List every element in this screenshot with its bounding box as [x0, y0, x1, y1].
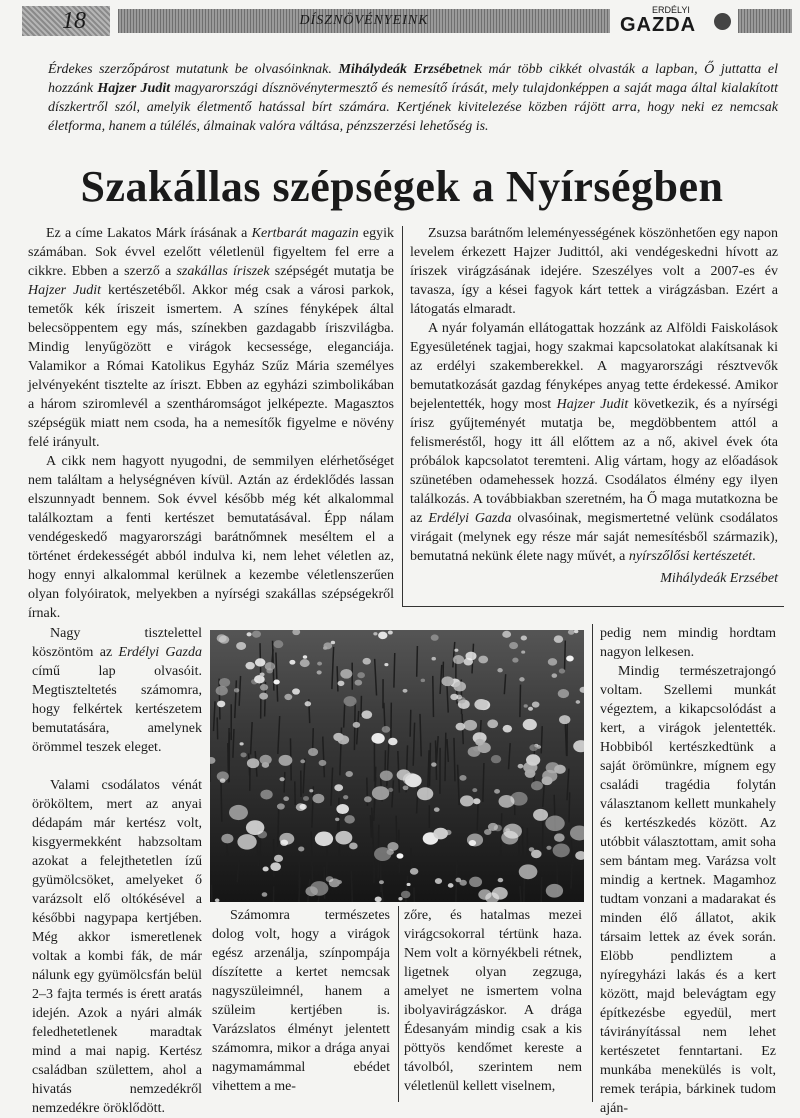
iris-bloom: [266, 668, 273, 673]
iris-bloom: [473, 798, 480, 804]
iris-bloom: [305, 886, 317, 896]
iris-bloom: [305, 701, 312, 706]
iris-bloom: [434, 807, 440, 812]
iris-bloom: [378, 632, 387, 639]
iris-bloom: [407, 883, 411, 886]
bottom-left-paragraph-2: Valami csodálatos vénát örököltem, mert az anyai dédapám már kertész volt, kisgyermekként habzsoltam azokat a felejthetetlen ízű gyümölcsöket, amelyeket ő varázsolt elő oltókésével a későbbi nagypapa kertjében. Még akkor ismeretlenek voltak a kombi fák, de már nálunk egy gyümölcsfán belül 2–3 fajta termés is érett aratás idején. Azok a nyári almák feledhetetlenek maradtak mind a mai napig. Kertész családban születtem, ahol a hivatás nemzedékről nemzedékre öröklődött.: [32, 776, 202, 1118]
iris-bloom: [460, 795, 474, 806]
iris-bloom: [219, 678, 230, 687]
iris-bloom: [340, 669, 352, 679]
iris-bloom: [280, 777, 285, 781]
iris-bloom: [247, 632, 252, 636]
iris-bloom: [503, 725, 512, 733]
iris-bloom: [509, 642, 518, 649]
iris-bloom: [546, 884, 563, 898]
iris-bloom: [335, 831, 352, 845]
iris-bloom: [559, 715, 570, 724]
iris-bloom: [526, 754, 540, 765]
iris-bloom: [453, 655, 464, 664]
iris-bloom: [465, 652, 476, 661]
iris-stem: [228, 728, 229, 777]
iris-bloom: [336, 804, 349, 814]
page-header: [22, 6, 792, 36]
iris-bloom: [357, 672, 365, 678]
iris-bloom: [529, 744, 538, 751]
iris-bloom: [280, 840, 288, 846]
bottom-right-paragraph-1: Mindig természetrajongó voltam. Szellemi munkát végeztem, a kikapcsolódást a kert, a virágok jelentették. Hobbiból kertészkedtünk a saját örömünkre, mígnem egy családi tragédia folytán választanom kellett munkahely és kertészkedés között. Az utóbbit választottam, amit soha sem bántam meg. Varázsa volt mindig a kertnek. Magamhoz tudtam vonzani a madarakat és minden élő állatot, akik társaim lettek az évek során. Elöbb pendliztem a nyíregyházi lakás és a kert között, majd belevágtam egy építkezésbe egyedül, mert távirányítással nem lehet kertészetet fenntartani. Ez munkába menekülés is volt, remek terápia, bárkinek tudom aján-: [600, 662, 776, 1118]
iris-bloom: [252, 631, 261, 638]
iris-bloom: [525, 769, 536, 778]
iris-bloom: [523, 719, 537, 730]
iris-bloom: [371, 733, 384, 744]
left-paragraph-2: A cikk nem hagyott nyugodni, de semmilyen elérhetőséget nem találtam a helységnéven kívül. Aztán az érdeklődés lassan elszunnyadt bennem. Sok évvel később még két alkalommal találkoztam a fenti kertészet bemutatásával. Épp nálam vendégeskedő magyarországi barátnőmnek meséltem el a történet érdekességét abból indulva ki, nem lehet véletlen az, hogy ennyi alkalommal kerülnek a kezembe véletlenszerűen olyan folyóiratok, melyekben a nyírségi szakállas szépségekről írnak.: [28, 452, 394, 623]
iris-bloom: [303, 655, 307, 659]
iris-bloom: [372, 786, 389, 800]
left-paragraph-1: [28, 224, 394, 452]
iris-bloom: [475, 739, 483, 746]
iris-bloom: [349, 843, 358, 850]
page-number: 18: [22, 6, 110, 36]
iris-bloom: [469, 877, 482, 887]
iris-stem: [284, 772, 285, 793]
iris-bloom: [217, 701, 225, 708]
iris-bloom: [331, 641, 335, 645]
iris-stem: [520, 886, 521, 902]
iris-bloom: [245, 662, 254, 670]
iris-stem: [565, 640, 566, 669]
iris-stem: [414, 887, 415, 902]
iris-bloom: [448, 883, 454, 888]
iris-bloom: [273, 679, 279, 684]
iris-bloom: [247, 758, 259, 768]
iris-bloom: [421, 679, 425, 683]
iris-bloom: [289, 660, 295, 665]
right-paragraph-1: Zsuzsa barátnőm leleményességének köszönhetően egy napon levelem érkezett Hajzer Judittól, aki vendégeskedni hívott az íriszek virágzásának idejére. Szeszélyes volt a 2007-es év tavasza, így a kései fagyok kárt tettek a virágzásban. Ezért a látogatás elmaradt.: [410, 224, 778, 319]
iris-bloom: [355, 680, 363, 686]
intro-paragraph: [48, 60, 778, 136]
iris-bloom: [512, 658, 518, 663]
iris-bloom: [380, 770, 393, 780]
bottom-mid-right-paragraph: zőre, és hatalmas mezei virágcsokorral tértünk haza. Nem volt a környékbeli rétnek, ligetnek olyan zegzuga, amelyet ne ismertem volna ibolyavirágzáskor. A drága Édesanyám mindig csak a kis pöttyös kendőmet kereste a távolból, szerintem nem véletlenül kellett viselnem,: [404, 906, 582, 1096]
magazine-name: Erdélyi Gazda: [118, 645, 202, 660]
iris-bloom: [502, 631, 511, 638]
iris-bloom: [459, 880, 466, 886]
iris-bloom: [284, 694, 292, 700]
iris-bloom: [491, 755, 501, 763]
iris-bloom: [552, 673, 558, 677]
iris-stem: [370, 815, 371, 838]
iris-bloom: [554, 833, 565, 841]
iris-bloom: [292, 688, 300, 694]
iris-bloom: [545, 816, 564, 832]
iris-bloom: [433, 828, 448, 840]
iris-bloom: [382, 726, 391, 733]
iris-bloom: [229, 805, 248, 820]
iris-bloom: [361, 710, 372, 719]
person-name: Hajzer Judit: [28, 283, 101, 298]
text-run: A nyár folyamán ellátogattak hozzánk az Alföldi Faiskolások Egyesületének tagjai, hogy szakmai kapcsolatokat alakítsanak ki az erdélyi szakemberekkel. A magyarországi résztvevők bemutatkozását gazdag fényképes anyag tette érdekessé. Amikor bejelentették, hogy most: [410, 321, 778, 412]
iris-term: szakállas íriszek: [176, 264, 269, 279]
iris-bloom: [216, 686, 228, 696]
iris-bloom: [373, 632, 377, 635]
iris-bloom: [487, 719, 498, 728]
iris-bloom: [546, 762, 560, 773]
iris-bloom: [273, 640, 283, 648]
text-run: kertészetéből. Akkor még csak a városi parkok, temetők kék íriszeit ismertem. A színes fényképek által belecsöppentem egy más, színekben gazdagabb íriszvilágba. Mindig lenyűgözött e virágok kecsessége, eleganciája. Valamikor a Római Katolikus Egyház Szűz Mária személyes jelvényeként tisztelte az íriszt. Ebben az egyházi szimbolikában a három sziromlevél a szentháromságot jelképezte. Magasztos szépségük miatt nem csoda, ha a nemesítők figyelme e növény felé irányult.: [28, 283, 394, 450]
right-paragraph-2: [410, 319, 778, 566]
iris-stem: [522, 827, 523, 865]
iris-bloom: [548, 658, 557, 666]
iris-bloom: [521, 635, 527, 640]
iris-bloom: [431, 762, 436, 766]
iris-bloom: [260, 672, 265, 676]
article-right-column: [410, 224, 778, 588]
signature: Mihálydeák Erzsébet: [410, 569, 778, 588]
iris-bloom: [464, 720, 477, 731]
iris-stem: [344, 703, 345, 728]
iris-stem: [569, 792, 570, 822]
text-run: Ez a címe Lakatos Márk írásának a: [46, 226, 252, 241]
iris-bloom: [298, 847, 304, 852]
iris-bloom: [397, 769, 411, 780]
iris-bloom: [410, 868, 418, 875]
iris-bloom: [335, 818, 339, 821]
logo-title: GAZDA: [620, 14, 696, 37]
iris-bloom: [317, 670, 322, 674]
iris-bloom: [431, 634, 439, 640]
iris-bloom: [333, 733, 343, 741]
iris-bloom: [474, 699, 488, 710]
iris-bloom: [417, 787, 433, 800]
iris-bloom: [277, 803, 285, 809]
iris-field-image: [210, 630, 584, 902]
iris-stem: [299, 877, 300, 902]
iris-bloom: [374, 847, 391, 861]
iris-bloom: [401, 891, 410, 899]
column-divider: [592, 624, 593, 1102]
iris-bloom: [431, 657, 435, 661]
intro-author: Mihálydeák Erzsébet: [338, 62, 462, 77]
iris-bloom: [234, 688, 239, 692]
column-divider: [398, 906, 399, 1102]
column-divider: [402, 226, 403, 606]
header-strip: [738, 9, 792, 33]
iris-bloom: [312, 794, 324, 803]
iris-stem: [520, 685, 521, 718]
section-title: DÍSZNÖVÉNYEINK: [118, 9, 610, 33]
iris-bloom: [300, 759, 305, 763]
iris-bloom: [529, 847, 535, 851]
iris-bloom: [478, 656, 488, 664]
magazine-name: Kertbarát magazin: [252, 226, 359, 241]
bottom-mid-left-paragraph: Számomra természetes dolog volt, hogy a virágok egész arzenálja, színpompája díszítette a kertet nemcsak nagyszüleimnél, hanem a szüleim kertjében is. Varázslatos élményt jelentett számomra, mikor a drága anyai nagymamámmal ebédet vihettem a me-: [212, 906, 390, 1096]
iris-bloom: [343, 795, 348, 799]
article-left-column: [28, 224, 394, 623]
iris-bloom: [317, 662, 322, 666]
intro-text-1: Érdekes szerzőpárost mutatunk be olvasóinknak.: [48, 62, 338, 77]
iris-stem: [278, 804, 279, 846]
iris-bloom: [309, 789, 313, 792]
iris-bloom: [221, 834, 233, 844]
iris-stem: [351, 871, 352, 902]
iris-stem: [477, 800, 478, 831]
text-run: szépségét mutatja be: [270, 264, 394, 279]
iris-bloom: [337, 880, 342, 884]
section-divider: [402, 606, 784, 607]
bottom-left-paragraph-1: [32, 624, 202, 757]
iris-bloom: [262, 892, 268, 896]
iris-bloom: [220, 778, 226, 783]
text-run: című lap olvasóit. Megtiszteltetés számomra, hogy felkértek kertészetem bemutatására, amelynek örömmel teszek eleget.: [32, 664, 202, 755]
text-run: Nagy tisztelettel köszöntöm az: [32, 626, 202, 660]
iris-bloom: [260, 790, 272, 800]
bottom-right-paragraph-0: pedig nem mindig hordtam nagyon lelkesen.: [600, 624, 776, 662]
bottom-right-column: [600, 624, 776, 1118]
iris-bloom: [459, 775, 466, 781]
iris-bloom: [519, 677, 524, 681]
iris-bloom: [303, 796, 309, 801]
text-run: következik, és a nyírségi írisz gyűjteményét mutatja be, megdöbbentem attól a felismeréstől, hogy itt áll előttem az a nő, akivel évek óta próbálok kapcsolatot teremteni. Alig vártam, hogy az előadások szünetében odamehessek hozzá. Csodálatos élmény egy ilyen találkozás. A továbbiakban szeretném, ha Ő maga mutatkozna be az: [410, 397, 778, 526]
iris-bloom: [441, 676, 453, 686]
nursery-name: nyírszőlősi kertészetét: [629, 549, 752, 564]
iris-bloom: [388, 631, 393, 635]
iris-bloom: [456, 695, 462, 700]
bottom-mid-right-column: [404, 906, 582, 1096]
iris-stem: [221, 781, 222, 822]
iris-bloom: [558, 689, 569, 698]
logo-subtitle: ERDÉLYI: [652, 5, 690, 15]
iris-bloom: [319, 760, 327, 766]
iris-stem: [394, 653, 395, 688]
logo-emblem-icon: [714, 13, 731, 30]
iris-bloom: [283, 796, 289, 801]
iris-bloom: [435, 878, 442, 884]
iris-bloom: [279, 755, 293, 766]
text-run: egyik számában. Sok évvel ezelőtt véletlenül figyeltem fel erre a cikkre. Ebben a szerző a: [28, 226, 394, 279]
iris-stem: [433, 676, 434, 717]
iris-bloom: [559, 668, 565, 673]
iris-bloom: [246, 820, 264, 835]
intro-text-2: nek már több cikkét olvasták a lapban, Ő juttatta el hozzánk: [48, 62, 778, 96]
iris-bloom: [498, 878, 504, 882]
iris-bloom: [379, 880, 384, 884]
iris-bloom: [505, 828, 510, 832]
iris-stem: [219, 679, 220, 720]
magazine-name: Erdélyi Gazda: [428, 511, 511, 526]
iris-bloom: [456, 723, 466, 731]
iris-bloom: [236, 642, 246, 650]
iris-bloom: [338, 681, 345, 686]
iris-bloom: [315, 831, 333, 846]
iris-bloom: [494, 789, 500, 794]
bottom-mid-left-column: [212, 906, 390, 1096]
iris-bloom: [533, 809, 548, 821]
iris-bloom: [403, 785, 409, 790]
iris-bloom: [334, 784, 343, 791]
iris-bloom: [308, 748, 318, 756]
iris-bloom: [300, 659, 310, 667]
iris-bloom: [546, 846, 551, 850]
iris-bloom: [240, 742, 244, 745]
magazine-logo: [618, 6, 730, 36]
iris-bloom: [566, 655, 574, 661]
iris-bloom: [345, 771, 353, 777]
iris-stem: [430, 743, 431, 786]
iris-bloom: [521, 650, 525, 653]
iris-bloom: [454, 649, 458, 652]
iris-bloom: [519, 864, 538, 879]
iris-stem: [541, 726, 542, 753]
iris-bloom: [518, 764, 524, 769]
iris-bloom: [554, 635, 563, 643]
iris-bloom: [255, 658, 265, 666]
iris-bloom: [296, 803, 306, 811]
iris-bloom: [397, 853, 404, 858]
iris-bloom: [531, 781, 543, 790]
iris-stem: [417, 646, 418, 677]
iris-bloom: [499, 795, 515, 808]
iris-bloom: [344, 696, 357, 706]
iris-bloom: [262, 762, 269, 768]
iris-bloom: [274, 855, 283, 862]
iris-bloom: [403, 689, 408, 693]
iris-stem: [445, 733, 446, 781]
iris-bloom: [270, 862, 281, 871]
iris-bloom: [553, 844, 570, 858]
iris-stem: [410, 710, 411, 737]
iris-bloom: [453, 681, 466, 691]
person-name: Hajzer Judit: [557, 397, 629, 412]
iris-bloom: [469, 840, 476, 846]
text-run: olvasóinak, megismertetné velünk csodálatos virágait (melynek egy része már saját nemesítésből származik), bemutatná nekünk élete nagy művét, a: [410, 511, 778, 564]
iris-bloom: [398, 897, 402, 900]
iris-stem: [337, 666, 338, 691]
text-run: .: [752, 549, 756, 564]
article-title: Szakállas szépségek a Nyírségben: [22, 159, 782, 215]
iris-bloom: [259, 693, 268, 700]
iris-bloom: [375, 896, 382, 902]
iris-bloom: [219, 636, 229, 644]
iris-bloom: [240, 752, 246, 757]
iris-bloom: [363, 658, 371, 665]
iris-bloom: [323, 642, 332, 649]
iris-bloom: [576, 700, 581, 704]
iris-garden-photo: [210, 630, 584, 902]
iris-bloom: [353, 722, 360, 728]
iris-bloom: [384, 663, 388, 666]
iris-bloom: [260, 684, 268, 691]
iris-bloom: [263, 867, 269, 872]
iris-bloom: [344, 815, 355, 823]
iris-bloom: [532, 701, 540, 707]
iris-bloom: [528, 707, 533, 711]
iris-bloom: [497, 668, 502, 672]
iris-bloom: [364, 796, 372, 802]
bottom-left-column: [32, 624, 202, 1118]
iris-bloom: [524, 704, 528, 707]
iris-bloom: [472, 788, 477, 792]
iris-bloom: [488, 823, 498, 831]
intro-subject: Hajzer Judit: [97, 81, 170, 96]
iris-bloom: [237, 834, 256, 849]
iris-bloom: [388, 738, 397, 746]
intro-text-3: magyarországi dísznövénytermesztő és nemesítő írását, mely tulajdonképpen a saját maga által kialakított díszkertről szól, amelyik életmentő hatással bírt számára. Kertjének kivitelezése közben rájött arra, hogy neki ez nemcsak életforma, hanem a túlélés, álmainak valóra váltása, pénzszerzési lehetőség is.: [48, 81, 778, 134]
iris-stem: [454, 738, 455, 781]
